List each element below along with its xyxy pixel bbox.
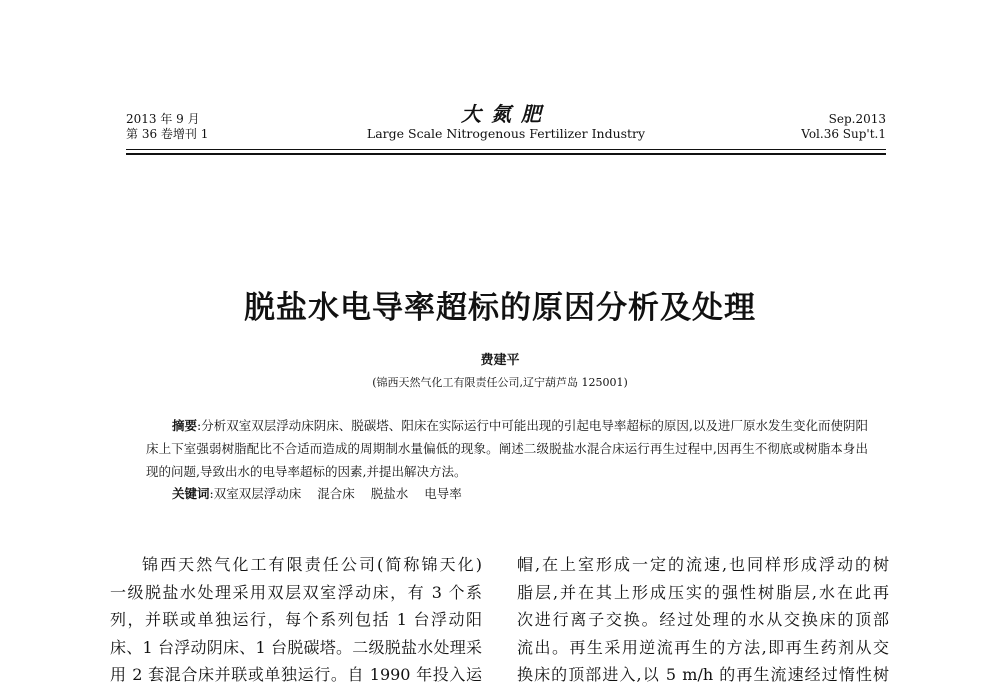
body-line: 用 2 套混合床并联或单独运行。自 1990 年投入运 xyxy=(110,665,482,684)
journal-header xyxy=(126,102,886,150)
body-line: 流出。再生采用逆流再生的方法,即再生药剂从交 xyxy=(517,637,889,657)
keywords xyxy=(172,484,478,504)
header-right xyxy=(801,112,886,142)
article-title: 脱盐水电导率超标的原因分析及处理 xyxy=(244,290,756,326)
author-name: 费建平 xyxy=(480,353,520,368)
body-line: 脂层,并在其上形成压实的强性树脂层,水在此再 xyxy=(517,582,889,602)
body-column-left xyxy=(110,551,482,689)
author-affiliation: (锦西天然气化工有限责任公司,辽宁葫芦岛 125001) xyxy=(372,376,628,389)
abstract xyxy=(146,414,868,483)
volume-cn: 第 36 卷增刊 1 xyxy=(126,127,209,141)
keyword: :双室双层浮动床 xyxy=(209,486,302,501)
issue-date-cn: 2013 年 9 月 xyxy=(126,112,200,126)
body-line: 换床的顶部进入,以 5 m/h 的再生流速经过惰性树 xyxy=(517,665,889,684)
keywords-label: 关键词 xyxy=(172,486,210,501)
body-line: 列，并联或单独运行，每个系列包括 1 台浮动阳 xyxy=(110,610,482,629)
body-line: 帽,在上室形成一定的流速,也同样形成浮动的树 xyxy=(517,555,889,574)
issue-date-en: Sep.2013 xyxy=(828,112,886,126)
keyword: 脱盐水 xyxy=(370,486,409,501)
header-rule-thick xyxy=(126,153,886,155)
body-line: 次进行离子交换。经过处理的水从交换床的顶部 xyxy=(517,610,889,629)
header-center xyxy=(126,102,886,142)
abstract-label: 摘要 xyxy=(172,418,198,433)
body-line: 床、1 台浮动阴床、1 台脱碳塔。二级脱盐水处理采 xyxy=(110,637,482,657)
body-line: 一级脱盐水处理采用双层双室浮动床，有 3 个系 xyxy=(110,582,482,602)
body-line: 锦西天然气化工有限责任公司(简称锦天化) xyxy=(142,555,482,574)
journal-name-en: Large Scale Nitrogenous Fertilizer Industry xyxy=(366,126,646,141)
journal-logo-cn: 大氮肥 xyxy=(461,102,551,126)
volume-en: Vol.36 Sup't.1 xyxy=(801,127,886,141)
abstract-text: :分析双室双层浮动床阴床、脱碳塔、阳床在实际运行中可能出现的引起电导率超标的原因,以及进厂原水发生变化而使阴阳床上下室强弱树脂配比不合适而造成的周期制水量偏低的现象。阐述二级脱盐水混合床运行再生过程中,因再生不彻底或树脂本身出现的问题,导致出水的电导率超标的因素,并提出解决方法。 xyxy=(146,418,868,479)
keyword: 电导率 xyxy=(424,486,462,501)
body-column-right xyxy=(517,551,889,689)
header-rule-thin xyxy=(126,149,886,150)
keyword: 混合床 xyxy=(317,486,355,501)
